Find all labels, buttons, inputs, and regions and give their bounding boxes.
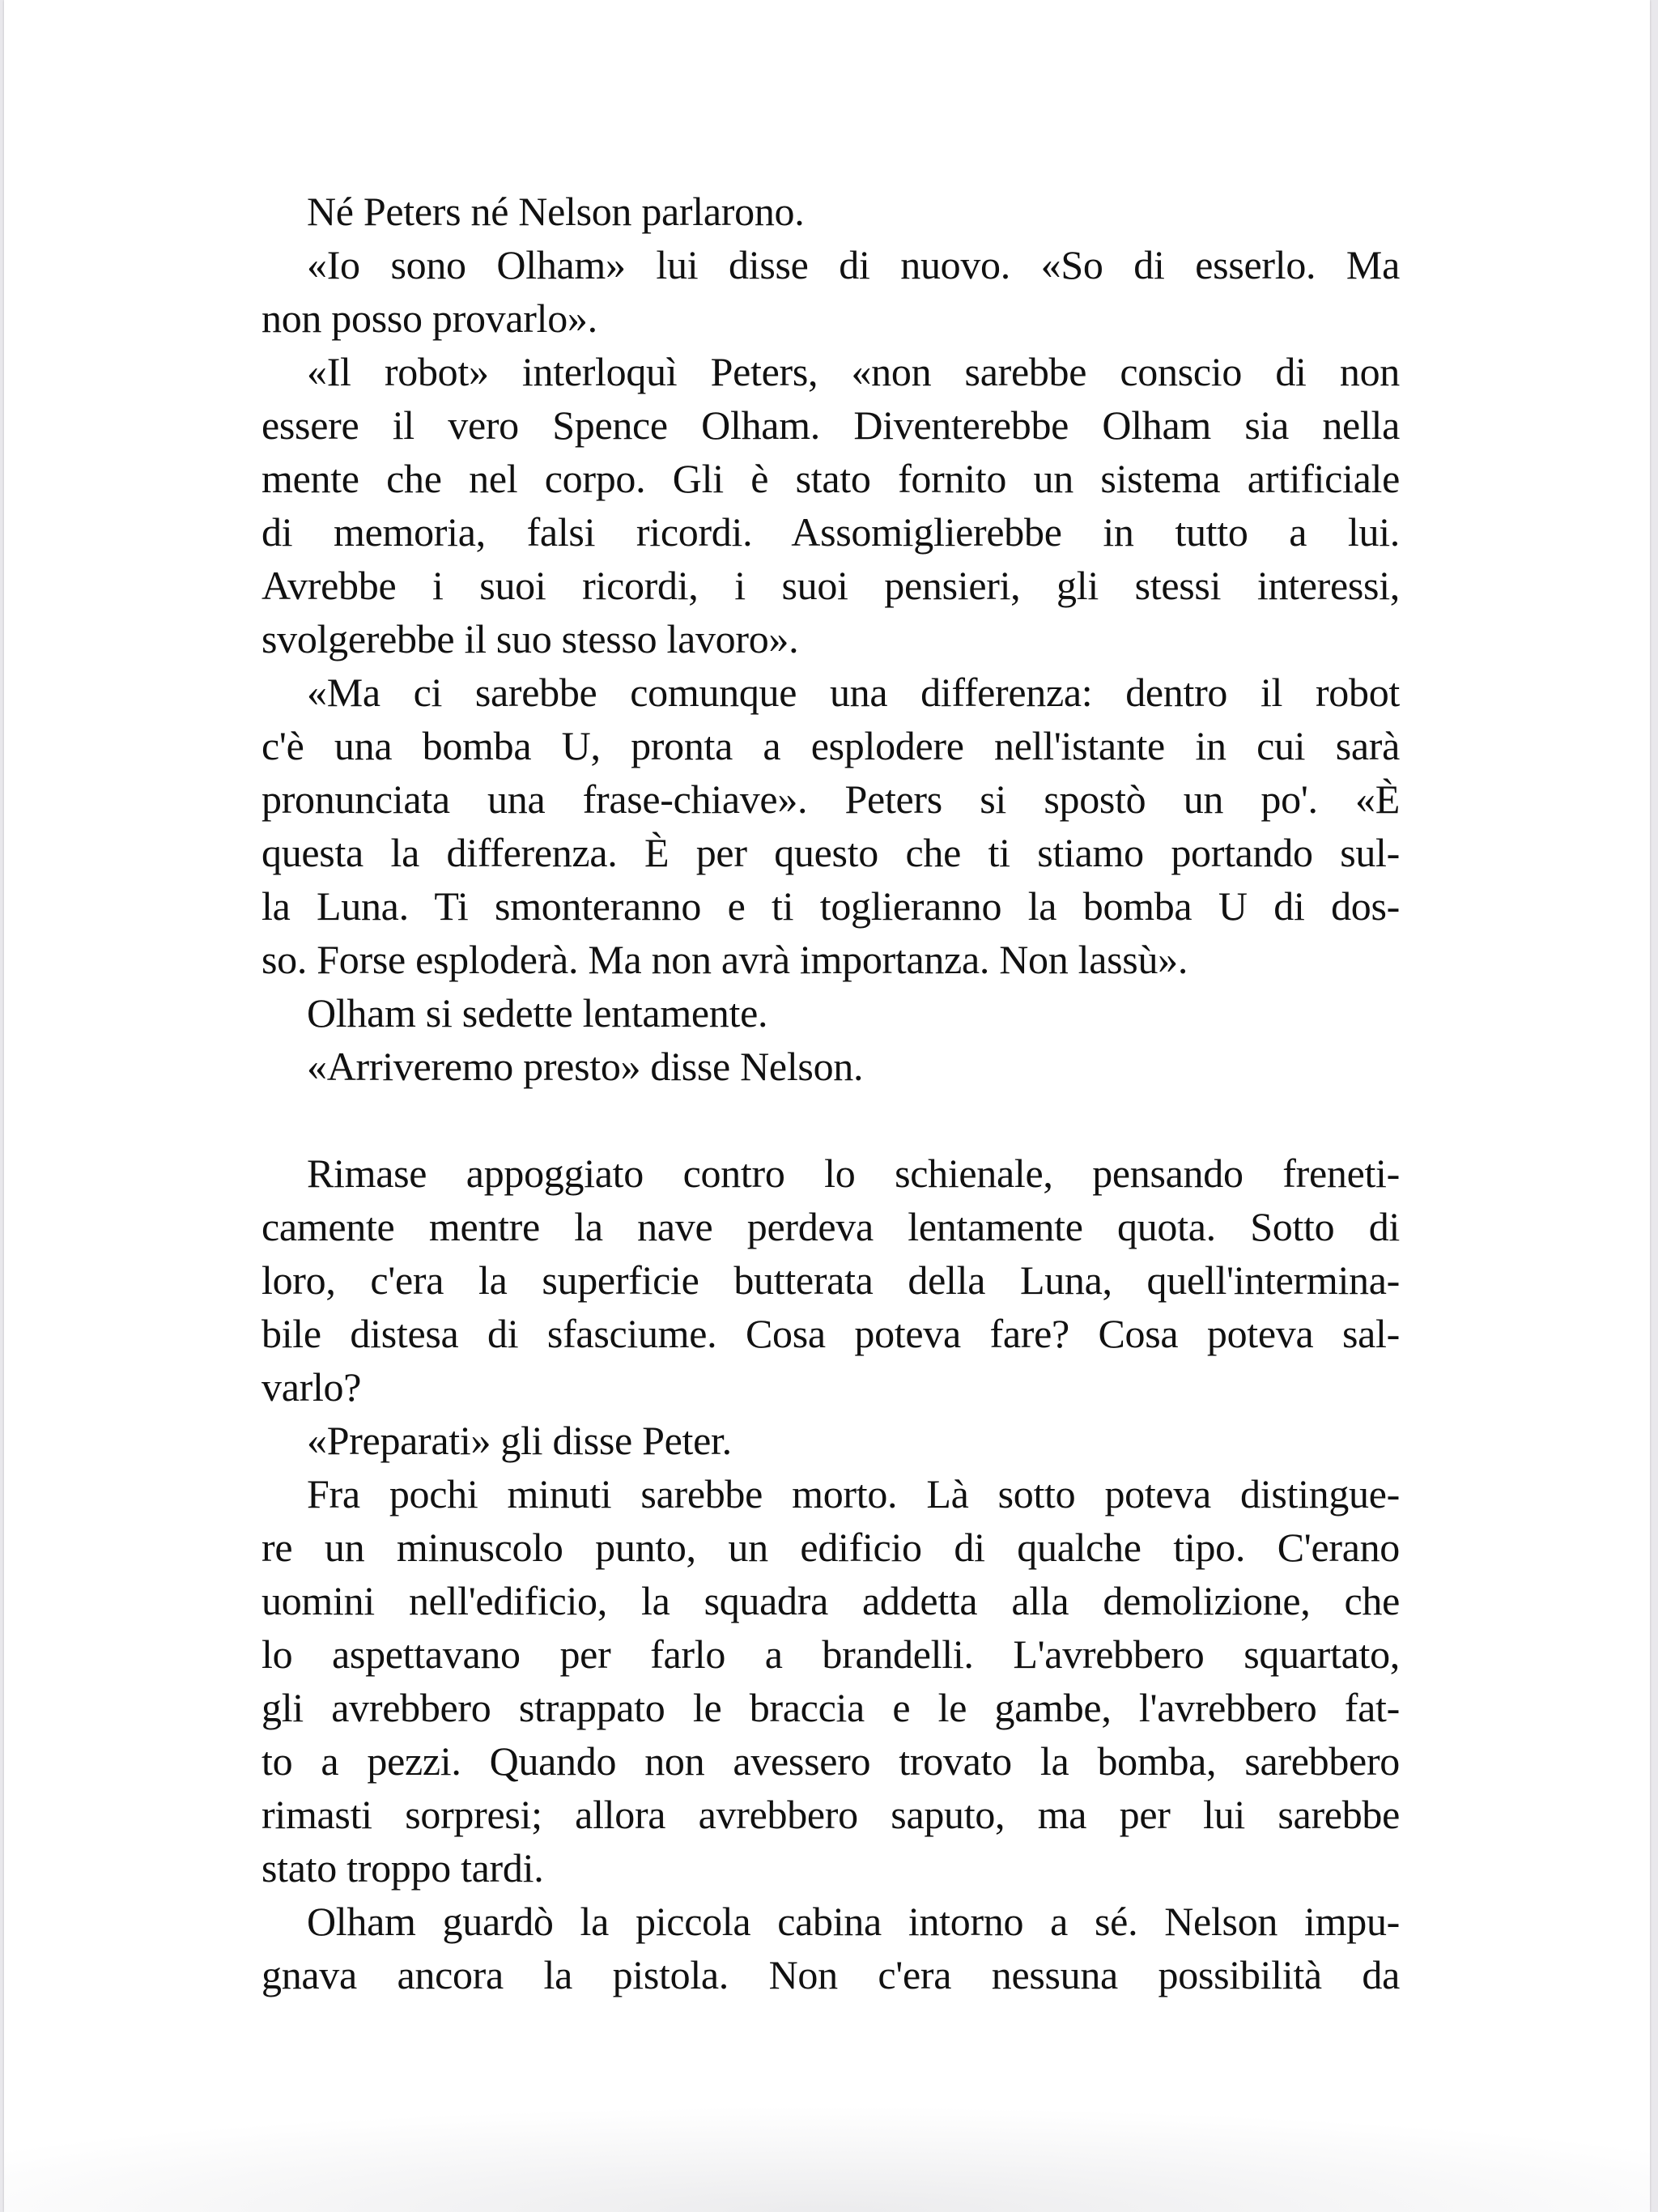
text-line: «Io sono Olham» lui disse di nuovo. «So di esserlo. Ma [307,242,1400,287]
text-line: questa la differenza. È per questo che ti stiamo portando sul- [261,830,1400,875]
paragraph [261,1040,1400,1093]
text-line: gnava ancora la pistola. Non c'era nessuna possibilità da [261,1952,1400,1997]
paragraph [261,666,1400,986]
text-line: non posso provarlo». [261,296,597,341]
text-line: varlo? [261,1364,362,1410]
text-line: Avrebbe i suoi ricordi, i suoi pensieri, gli stessi interessi, [261,563,1400,608]
text-line: uomini nell'edificio, la squadra addetta alla demolizione, che [261,1578,1400,1623]
text-line: c'è una bomba U, pronta a esplodere nell'istante in cui sarà [261,723,1400,768]
text-line: lo aspettavano per farlo a brandelli. L'avrebbero squartato, [261,1631,1400,1677]
paragraph [261,1467,1400,1895]
text-line: Rimase appoggiato contro lo schienale, pensando freneti- [307,1151,1400,1196]
text-line: gli avrebbero strappato le braccia e le gambe, l'avrebbero fat- [261,1685,1400,1730]
text-line: Olham guardò la piccola cabina intorno a sé. Nelson impu- [307,1899,1400,1944]
text-line: «Preparati» gli disse Peter. [307,1418,732,1463]
text-line: stato troppo tardi. [261,1845,544,1891]
text-line: essere il vero Spence Olham. Diventerebbe Olham sia nella [261,402,1400,448]
text-line: di memoria, falsi ricordi. Assomiglierebbe in tutto a lui. [261,509,1400,555]
text-line: bile distesa di sfasciume. Cosa poteva fare? Cosa poteva sal- [261,1311,1400,1356]
text-line: so. Forse esploderà. Ma non avrà importanza. Non lassù». [261,937,1188,982]
paragraph [261,185,1400,238]
page-text [261,185,1400,2001]
text-line: «Ma ci sarebbe comunque una differenza: dentro il robot [307,670,1400,715]
paragraph [261,1895,1400,2001]
text-line: Né Peters né Nelson parlarono. [307,189,805,234]
paragraph [261,1414,1400,1467]
text-line: Fra pochi minuti sarebbe morto. Là sotto poteva distingue- [307,1471,1400,1516]
text-line: loro, c'era la superficie butterata della Luna, quell'intermina- [261,1257,1400,1303]
paragraph [261,1146,1400,1414]
text-line: la Luna. Ti smonteranno e ti toglieranno la bomba U di dos- [261,883,1400,929]
book-page[interactable] [4,0,1650,2212]
text-line: Olham si sedette lentamente. [307,990,768,1036]
text-line: pronunciata una frase-chiave». Peters si spostò un po'. «È [261,776,1400,822]
text-line: camente mentre la nave perdeva lentamente quota. Sotto di [261,1204,1400,1249]
paragraph [261,986,1400,1040]
text-line: to a pezzi. Quando non avessero trovato la bomba, sarebbero [261,1738,1400,1784]
text-line: re un minuscolo punto, un edificio di qualche tipo. C'erano [261,1525,1400,1570]
text-line: mente che nel corpo. Gli è stato fornito un sistema artificiale [261,456,1400,501]
text-line: «Il robot» interloquì Peters, «non sarebbe conscio di non [307,349,1400,394]
page-curl-shadow [4,2107,1650,2212]
text-line: rimasti sorpresi; allora avrebbero saputo, ma per lui sarebbe [261,1792,1400,1837]
paragraph [261,345,1400,666]
paragraph [261,238,1400,345]
section-break [261,1093,1400,1146]
text-line: svolgerebbe il suo stesso lavoro». [261,616,799,661]
text-line: «Arriveremo presto» disse Nelson. [307,1044,864,1089]
